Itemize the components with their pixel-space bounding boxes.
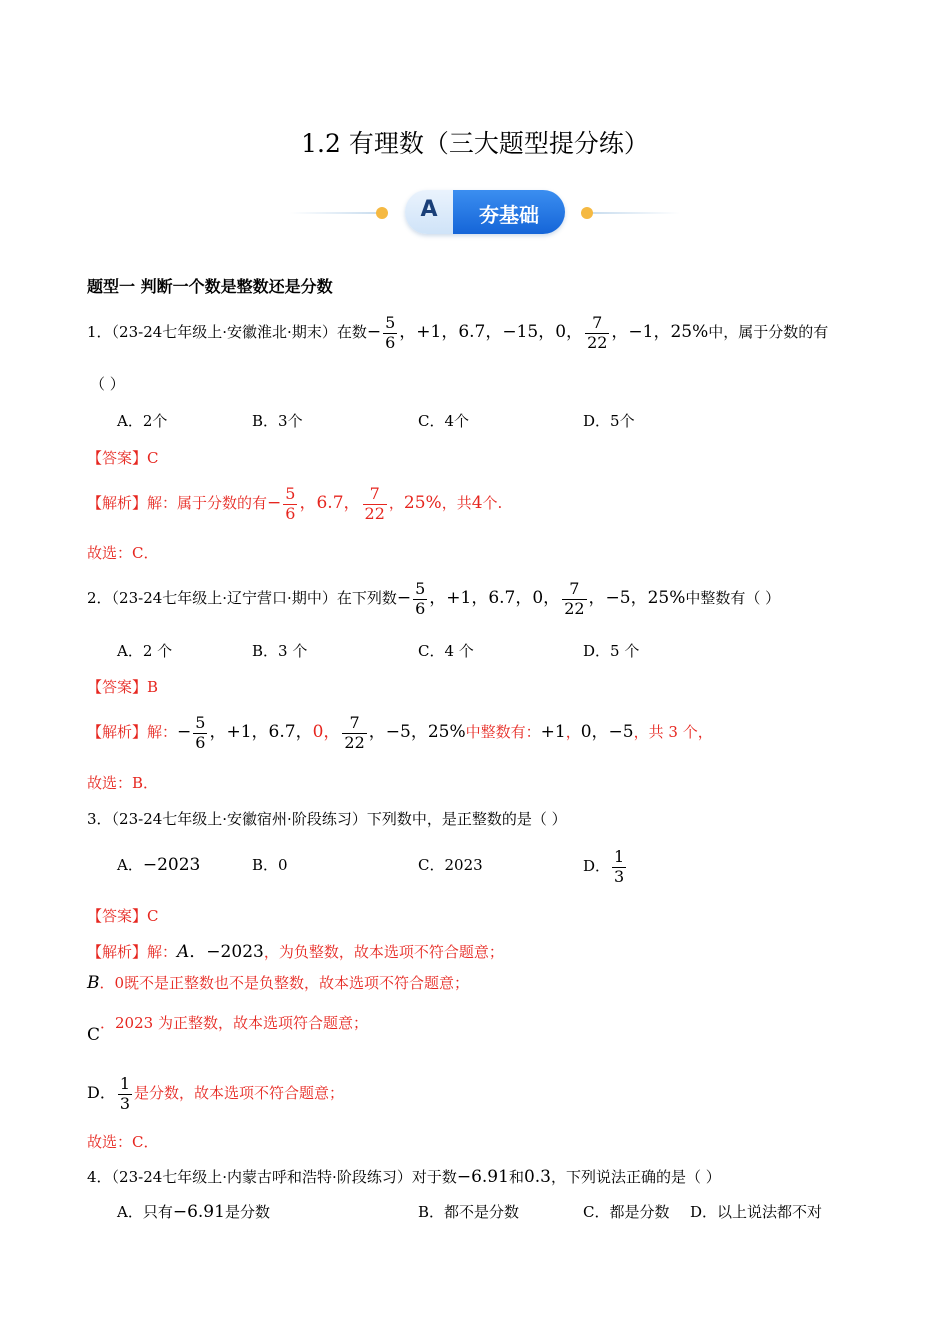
q1-list-a: ，+1，6.7，−15，0， (399, 322, 584, 342)
banner-right-line (590, 212, 680, 214)
q3-option-c: C．2023 (418, 856, 483, 874)
q4-stem: 4．（23-24七年级上·内蒙古呼和浩特·阶段练习）对于数−6.91和0.3，下列说法正确的是（ ） (87, 1167, 721, 1187)
q3-explanation-c: C．2023 为正整数，故本选项符合题意； (87, 1014, 368, 1045)
q1-stem: 1．（23-24七年级上·安徽淮北·期末）在数− $\frac{5}{6}$ ，+1，6.7，−15，0， $\frac{7}{22}$ ，−1，25%中，属于分数的有 (87, 313, 829, 352)
banner-text: 夯基础 (479, 203, 539, 227)
q1-option-b: B．3个 (252, 412, 303, 430)
q1-fraction-7-22: $\frac{7}{22}$ (587, 313, 608, 352)
q1-answer-value: C (147, 449, 159, 467)
q3-answer-value: C (147, 907, 159, 925)
q2-option-a: A．2 个 (117, 642, 173, 660)
q3-option-b: B．0 (252, 856, 288, 874)
section-heading: 题型一 判断一个数是整数还是分数 (87, 277, 333, 296)
q3-answer: 【答案】C (87, 907, 159, 925)
q3-explanation-a: 【解析】解：A．−2023，为负整数，故本选项不符合题意； (87, 942, 504, 962)
q1-percent: 25% (670, 322, 709, 342)
q3-stem (87, 808, 567, 829)
banner-pill (405, 190, 565, 234)
q2-explanation: 【解析】解：− $\frac{5}{6}$ ，+1，6.7，0， $\frac{7}{22}$ ，−5，25%中整数有：+1，0，−5，共 3 个， (87, 713, 713, 752)
q3-option-d: D． $\frac{1}{3}$ (583, 847, 625, 886)
q2-option-b: B．3 个 (252, 642, 308, 660)
q3-option-a: A．−2023 (117, 855, 201, 875)
q2-stem: 2．（23-24七年级上·辽宁营口·期中）在下列数− $\frac{5}{6}$ ，+1，6.7，0， $\frac{7}{22}$ ，−5，25%中整数有（ ） (87, 579, 781, 618)
q1-source: （23-24七年级上·安徽淮北·期末）在数 (111, 323, 367, 341)
q2-answer-value: B (147, 678, 159, 696)
q3-conclusion: 故选：C． (87, 1133, 159, 1151)
q1-list-b: ，−1， (611, 322, 671, 342)
page-title: 1.2 有理数（三大题型提分练） (301, 129, 649, 158)
banner-letter: A (420, 197, 438, 222)
q4-source: （23-24七年级上·内蒙古呼和浩特·阶段练习）对于数 (111, 1168, 457, 1186)
q2-option-c: C．4 个 (418, 642, 474, 660)
banner-left-line (290, 212, 380, 214)
q4-number: 4． (87, 1168, 112, 1186)
q1-number: 1． (87, 323, 112, 341)
banner-right-dot (581, 207, 593, 219)
q4-option-b: B．都不是分数 (418, 1203, 520, 1221)
q1-fraction-5-6: $\frac{5}{6}$ (385, 313, 396, 352)
section-banner (290, 186, 680, 238)
q4-option-c: C．都是分数 (583, 1203, 670, 1221)
q1-tail: 中，属于分数的有 (708, 323, 829, 341)
q3-number: 3． (87, 810, 112, 828)
q3-source: （23-24七年级上·安徽宿州·阶段练习）下列数中，是正整数的是（ ） (111, 810, 567, 828)
q3-explanation-d: D． $\frac{1}{3}$ 是分数，故本选项不符合题意； (87, 1074, 345, 1113)
q2-answer: 【答案】B (87, 678, 159, 696)
q1-conclusion: 故选：C． (87, 544, 159, 562)
q4-option-a: A．只有−6.91是分数 (117, 1202, 270, 1222)
q2-conclusion: 故选：B． (87, 774, 159, 792)
q1-explanation: 【解析】解：属于分数的有− $\frac{5}{6}$ ，6.7， $\frac{7}{22}$ ，25%，共4个. (87, 484, 503, 523)
q2-option-d: D．5 个 (583, 642, 640, 660)
q1-answer: 【答案】C (87, 449, 159, 467)
q1-paren: （ ） (90, 375, 125, 393)
q4-option-d: D．以上说法都不对 (690, 1203, 823, 1221)
q1-option-c: C．4个 (418, 412, 470, 430)
q1-option-a: A．2个 (117, 412, 168, 430)
q1-option-d: D．5个 (583, 412, 635, 430)
banner-left-dot (376, 207, 388, 219)
q2-number: 2． (87, 589, 112, 607)
q3-explanation-b: B．0既不是正整数也不是负整数，故本选项不符合题意； (87, 973, 470, 993)
q2-source: （23-24七年级上·辽宁营口·期中）在下列数 (111, 589, 397, 607)
